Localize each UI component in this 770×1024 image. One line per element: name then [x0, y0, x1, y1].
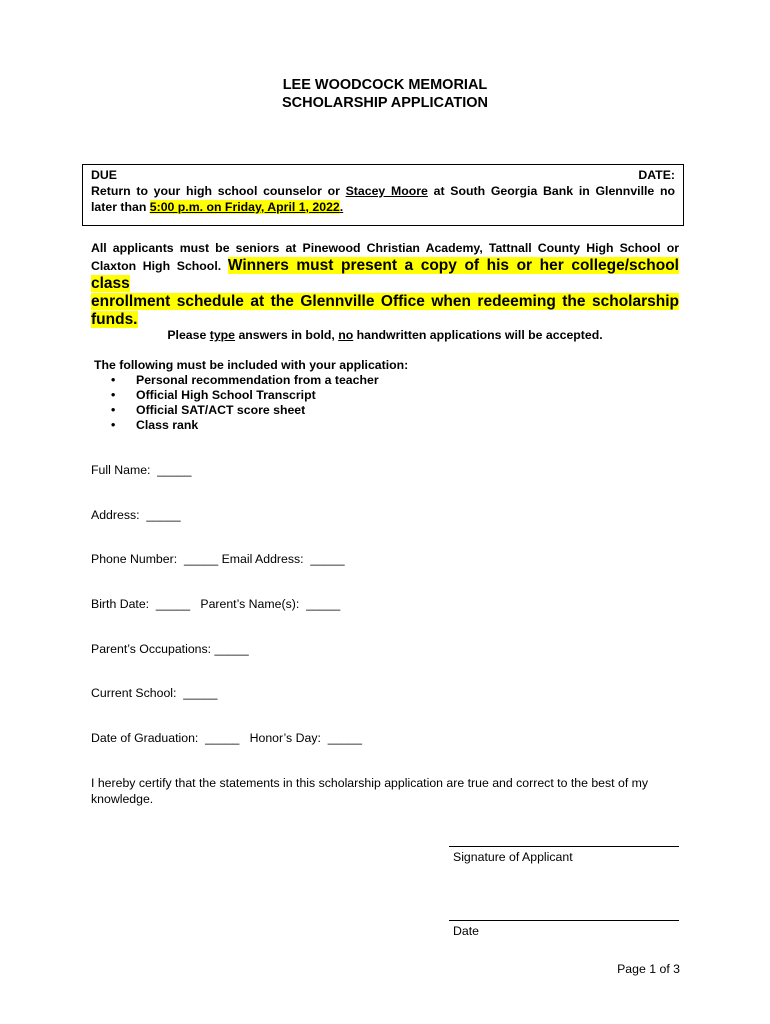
list-item: • Official High School Transcript — [111, 388, 316, 402]
bullet-icon: • — [111, 373, 116, 387]
page-number: Page 1 of 3 — [617, 962, 680, 976]
signature-label: Signature of Applicant — [453, 850, 573, 864]
certification-statement: I hereby certify that the statements in this scholarship application are true and correct to the best of my knowledge. — [91, 776, 649, 806]
eligibility-paragraph: All applicants must be seniors at Pinewood Christian Academy, Tattnall County High School or Claxton High School. Winners must present a copy of his or her college/school class enrollment schedule at the Glennville Office when redeeming the scholarship funds. — [91, 241, 679, 328]
bullet-icon: • — [111, 388, 116, 402]
full-name-field[interactable]: Full Name: _____ — [91, 463, 192, 477]
requirements-heading: The following must be included with your application: — [94, 358, 409, 372]
return-instructions: Return to your high school counselor or Stacey Moore at South Georgia Bank in Glennville no — [91, 184, 675, 198]
occupations-field[interactable]: Parent’s Occupations: _____ — [91, 642, 249, 656]
phone-email-field[interactable]: Phone Number: _____ Email Address: _____ — [91, 552, 345, 566]
requirements-list — [94, 373, 408, 433]
date-label: Date — [453, 924, 479, 938]
list-item: • Official SAT/ACT score sheet — [111, 403, 306, 417]
list-item: • Class rank — [111, 418, 199, 432]
list-item: • Personal recommendation from a teacher — [111, 373, 379, 387]
requirements-section — [94, 358, 408, 433]
document-title-line2: SCHOLARSHIP APPLICATION — [282, 95, 488, 111]
graduation-honors-field[interactable]: Date of Graduation: _____ Honor’s Day: _____ — [91, 731, 362, 745]
date-line[interactable] — [449, 920, 679, 921]
bullet-icon: • — [111, 418, 116, 432]
signature-line[interactable] — [449, 846, 679, 847]
contact-name: Stacey Moore — [345, 184, 428, 198]
due-date-box — [82, 164, 684, 226]
winners-notice-highlight: Winners must present a copy of his or her college/school class — [91, 257, 679, 292]
bullet-icon: • — [111, 403, 116, 417]
typing-instruction: Please type answers in bold, no handwritten applications will be accepted. — [167, 328, 603, 342]
address-field[interactable]: Address: _____ — [91, 508, 181, 522]
document-title-line1: LEE WOODCOCK MEMORIAL — [282, 77, 488, 93]
deadline-line: later than 5:00 p.m. on Friday, April 1, 2022. — [91, 200, 344, 214]
birth-parents-field[interactable]: Birth Date: _____ Parent’s Name(s): _____ — [91, 597, 341, 611]
current-school-field[interactable]: Current School: _____ — [91, 686, 218, 700]
deadline-highlight: 5:00 p.m. on Friday, April 1, 2022 — [149, 200, 340, 214]
due-date-label: DUE DATE: — [91, 168, 675, 182]
